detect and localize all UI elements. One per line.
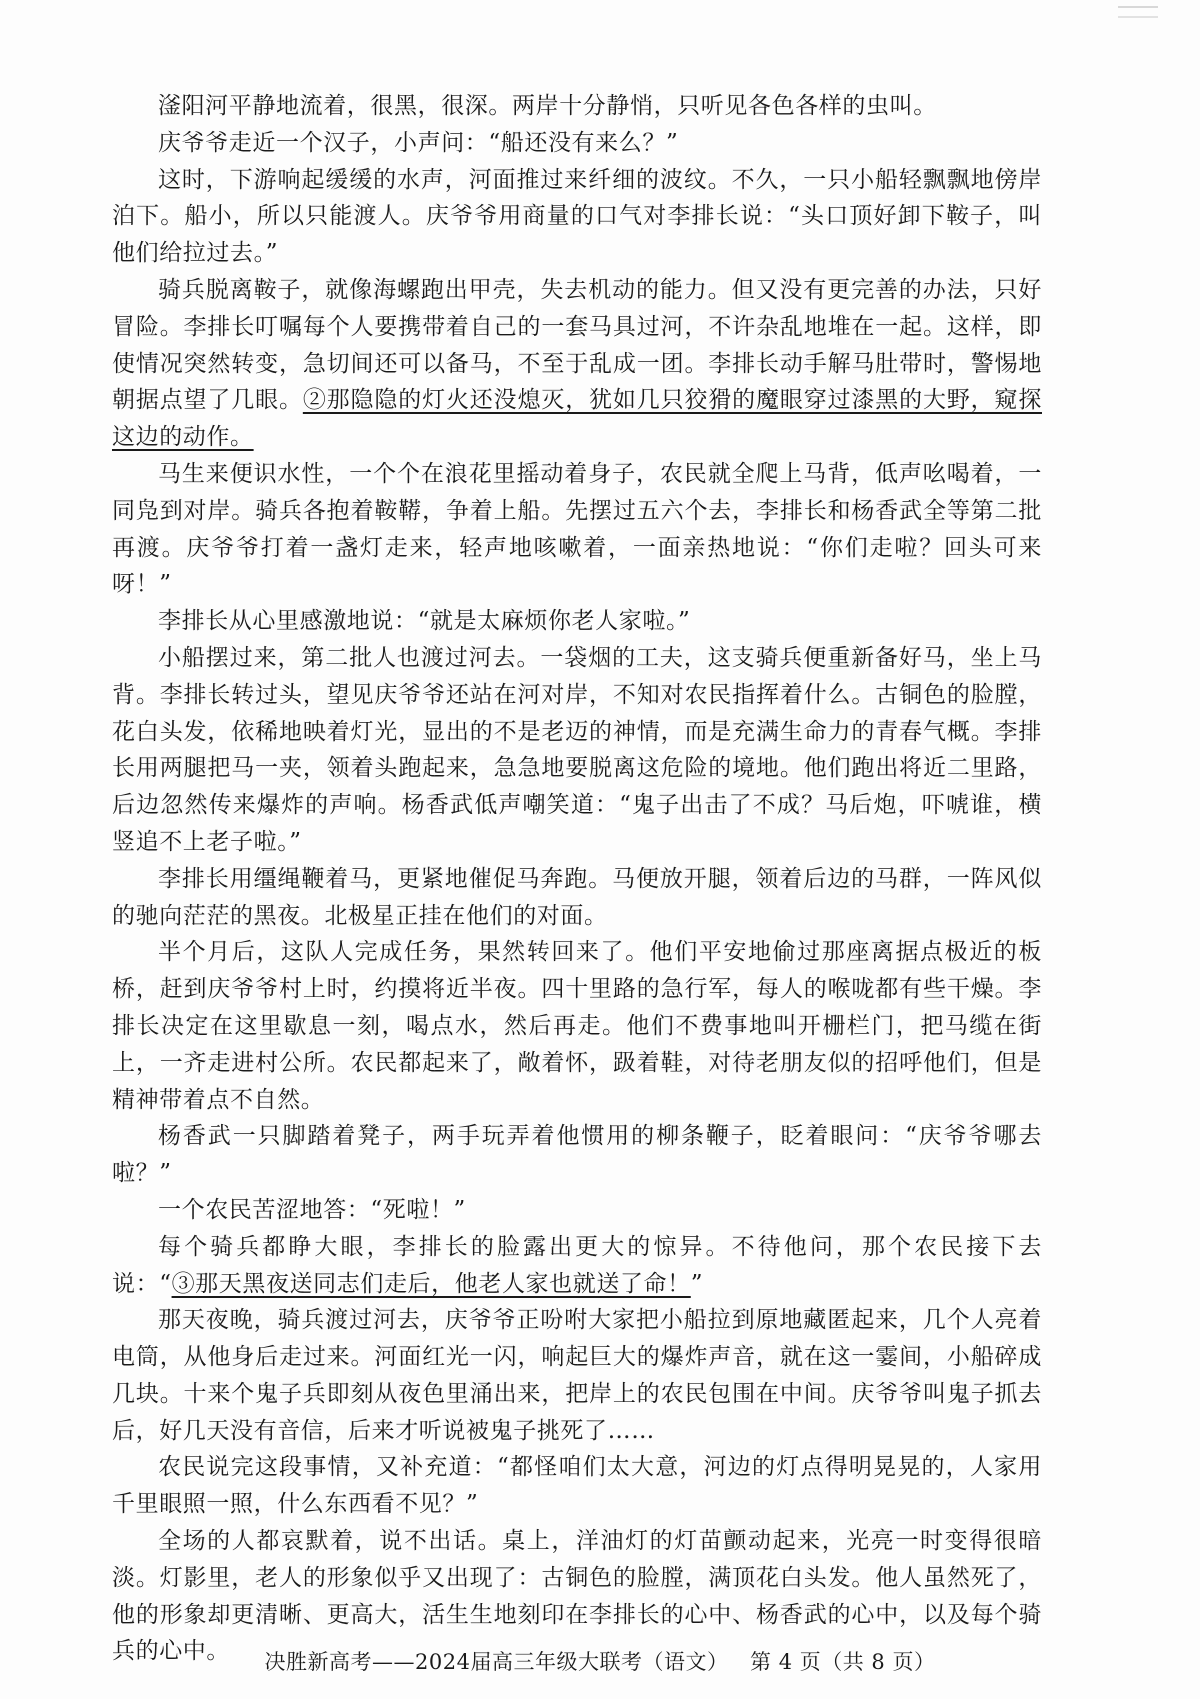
paragraph: 小船摆过来，第二批人也渡过河去。一袋烟的工夫，这支骑兵便重新备好马，坐上马背。李排长转过头，望见庆爷爷还站在河对岸，不知对农民指挥着什么。古铜色的脸膛，花白头发，依稀地映着灯光，显出的不是老迈的神情，而是充满生命力的青春气概。李排长用两腿把马一夹，领着头跑起来，急急地要脱离这危险的境地。他们跑出将近二里路，后边忽然传来爆炸的声响。杨香武低声嘲笑道：“鬼子出击了不成？马后炮，吓唬谁，横竖追不上老子啦。” [112, 644, 1042, 855]
paragraph: 全场的人都哀默着，说不出话。桌上，洋油灯的灯苗颤动起来，光亮一时变得很暗淡。灯影里，老人的形象似乎又出现了：古铜色的脸膛，满顶花白头发。他人虽然死了，他的形象却更清晰、更高大，活生生地刻印在李排长的心中、杨香武的心中，以及每个骑兵的心中。 [112, 1528, 1042, 1665]
paragraph: 一个农民苦涩地答：“死啦！” [158, 1196, 466, 1223]
paragraph: 庆爷爷走近一个汉子，小声问：“船还没有来么？” [158, 129, 679, 156]
paragraph: 李排长用缰绳鞭着马，更紧地催促马奔跑。马便放开腿，领着后边的马群，一阵风似的驰向茫茫的黑夜。北极星正挂在他们的对面。 [112, 865, 1042, 929]
page-footer [0, 1646, 1200, 1676]
underlined-sentence-2: ②那隐隐的灯火还没熄灭，犹如几只狡猾的魔眼穿过漆黑的大野，窥探这边的动作。 [112, 387, 1042, 451]
exam-name: 决胜新高考——2024届高三年级大联考（语文） [264, 1650, 729, 1674]
paragraph-text: 每个骑兵都睁大眼，李排长的脸露出更大的惊异。不待他问，那个农民接下去说：“ [112, 1233, 1042, 1297]
paragraph-with-underlined-sentence-3 [112, 1229, 1042, 1303]
paragraph: 马生来便识水性，一个个在浪花里摇动着身子，农民就全爬上马背，低声吆喝着，一同凫到对岸。骑兵各抱着鞍鞯，争着上船。先摆过五六个去，李排长和杨香武全等第二批再渡。庆爷爷打着一盏灯走来，轻声地咳嗽着，一面亲热地说：“你们走啦？回头可来呀！” [112, 460, 1042, 598]
paragraph: 那天夜晚，骑兵渡过河去，庆爷爷正吩咐大家把小船拉到原地藏匿起来，几个人亮着电筒，从他身后走过来。河面红光一闪，响起巨大的爆炸声音，就在这一霎间，小船碎成几块。十来个鬼子兵即刻从夜色里涌出来，把岸上的农民包围在中间。庆爷爷叫鬼子抓去后，好几天没有音信，后来才听说被鬼子挑死了…… [112, 1307, 1042, 1444]
paragraph: 这时，下游响起缓缓的水声，河面推过来纤细的波纹。不久，一只小船轻飘飘地傍岸泊下。船小，所以只能渡人。庆爷爷用商量的口气对李排长说：“头口顶好卸下鞍子，叫他们给拉过去。” [112, 166, 1042, 267]
footer-gap [728, 1650, 750, 1674]
scan-artifact [1118, 6, 1158, 18]
paragraph: 李排长从心里感激地说：“就是太麻烦你老人家啦。” [158, 608, 691, 635]
paragraph: 杨香武一只脚踏着凳子，两手玩弄着他惯用的柳条鞭子，眨着眼问：“庆爷爷哪去啦？” [112, 1123, 1042, 1187]
underlined-sentence-3: ③那天黑夜送同志们走后，他老人家也就送了命！ [171, 1270, 691, 1297]
paragraph-with-underlined-sentence-2 [112, 272, 1042, 456]
paragraph: 滏阳河平静地流着，很黑，很深。两岸十分静悄，只听见各色各样的虫叫。 [158, 93, 937, 119]
paragraph-text-after: ” [690, 1270, 704, 1297]
paragraph-text: 骑兵脱离鞍子，就像海螺跑出甲壳，失去机动的能力。但又没有更完善的办法，只好冒险。李排长叮嘱每个人要携带着自己的一套马具过河，不许杂乱地堆在一起。这样，即使情况突然转变，急切间还可以备马，不至于乱成一团。李排长动手解马肚带时，警惕地朝据点望了几眼。 [112, 276, 1042, 414]
page-number: 第 4 页（共 8 页） [750, 1650, 936, 1674]
paragraph: 半个月后，这队人完成任务，果然转回来了。他们平安地偷过那座离据点极近的板桥，赶到庆爷爷村上时，约摸将近半夜。四十里路的急行军，每人的喉咙都有些干燥。李排长决定在这里歇息一刻，喝点水，然后再走。他们不费事地叫开栅栏门，把马缆在街上，一齐走进村公所。农民都起来了，敞着怀，趿着鞋，对待老朋友似的招呼他们，但是精神带着点不自然。 [112, 939, 1042, 1113]
paragraph: 农民说完这段事情，又补充道：“都怪咱们太大意，河边的灯点得明晃晃的，人家用千里眼照一照，什么东西看不见？” [112, 1454, 1042, 1518]
article-body [112, 88, 1042, 1670]
